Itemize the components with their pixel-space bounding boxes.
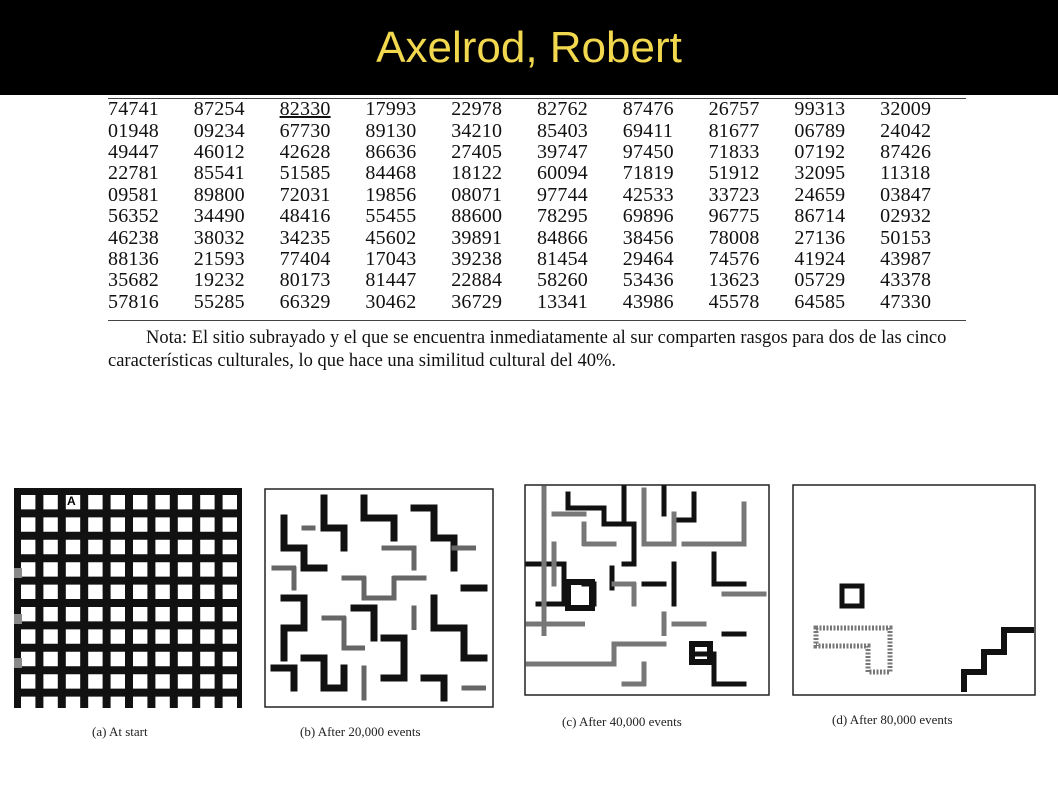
table-cell: 22884: [451, 269, 503, 292]
table-cell: 47330: [880, 290, 932, 313]
table-cell: 34210: [451, 119, 503, 142]
table-row: [108, 120, 966, 141]
table-cell: 24042: [880, 119, 932, 142]
table-cell: 38456: [622, 226, 674, 249]
table-cell: 89800: [193, 183, 245, 206]
table-cell: 05729: [794, 269, 846, 292]
table-cell: 45578: [708, 290, 760, 313]
table-cell: 21593: [193, 247, 245, 270]
table-cell: 39747: [536, 140, 588, 163]
table-cell: 55455: [365, 205, 417, 228]
table-cell: 03847: [880, 183, 932, 206]
table-cell: 97744: [536, 183, 588, 206]
underlined-site-cell: 82330: [279, 98, 331, 121]
table-cell: 22978: [451, 98, 503, 121]
table-cell: 56352: [108, 205, 159, 228]
figure-b-caption: (b) After 20,000 events: [300, 724, 421, 739]
table-cell: 81447: [365, 269, 417, 292]
table-cell: 67730: [279, 119, 331, 142]
table-cell: 96775: [708, 205, 760, 228]
table-cell: 69411: [622, 119, 674, 142]
table-row: [108, 270, 966, 291]
table-cell: 58260: [536, 269, 588, 292]
table-cell: 29464: [622, 247, 674, 270]
table-cell: 80173: [279, 269, 331, 292]
table-cell: 38032: [193, 226, 245, 249]
table-cell: 11318: [880, 162, 931, 185]
table-cell: 66329: [279, 290, 331, 313]
figure-c-caption: (c) After 40,000 events: [562, 714, 682, 729]
table-cell: 17043: [365, 247, 417, 270]
table-cell: 19232: [193, 269, 245, 292]
table-cell: 87254: [193, 98, 245, 121]
table-row: [108, 185, 966, 206]
slide-title: Axelrod, Robert: [376, 23, 682, 72]
table-cell: 17993: [365, 98, 417, 121]
table-cell: 32095: [794, 162, 846, 185]
table-bottom-rule: [108, 320, 966, 321]
table-cell: 88136: [108, 247, 159, 270]
table-row: [108, 249, 966, 270]
table-row: [108, 206, 966, 227]
table-cell: 30462: [365, 290, 417, 313]
table-cell: 45602: [365, 226, 417, 249]
table-cell: 32009: [880, 98, 932, 121]
table-cell: 22781: [108, 162, 159, 185]
figure-a-caption: (a) At start: [92, 724, 148, 739]
table-cell: 48416: [279, 205, 331, 228]
table-cell: 74576: [708, 247, 760, 270]
figure-a-marker: A: [67, 494, 76, 508]
table-cell: 09581: [108, 183, 159, 206]
number-table: [108, 98, 966, 313]
table-cell: 84866: [536, 226, 588, 249]
figure-d-grid: [792, 484, 1036, 696]
table-row: [108, 163, 966, 184]
table-cell: 89130: [365, 119, 417, 142]
table-cell: 87426: [880, 140, 932, 163]
table-cell: 97450: [622, 140, 674, 163]
table-cell: 49447: [108, 140, 159, 163]
table-cell: 51585: [279, 162, 331, 185]
table-cell: 82762: [536, 98, 588, 121]
table-cell: 18122: [451, 162, 503, 185]
table-cell: 09234: [193, 119, 245, 142]
table-cell: 77404: [279, 247, 331, 270]
table-cell: 71819: [622, 162, 674, 185]
table-cell: 34490: [193, 205, 245, 228]
table-cell: 39891: [451, 226, 503, 249]
table-cell: 42533: [622, 183, 674, 206]
figure-a-grid: [14, 488, 242, 708]
table-row: [108, 292, 966, 313]
table-cell: 46238: [108, 226, 159, 249]
table-cell: 85403: [536, 119, 588, 142]
table-cell: 35682: [108, 269, 159, 292]
table-cell: 26757: [708, 98, 760, 121]
table-cell: 84468: [365, 162, 417, 185]
table-cell: 34235: [279, 226, 331, 249]
table-cell: 06789: [794, 119, 846, 142]
table-row: [108, 227, 966, 248]
table-cell: 78008: [708, 226, 760, 249]
figure-b-grid: [264, 488, 494, 708]
table-cell: 01948: [108, 119, 159, 142]
table-cell: 33723: [708, 183, 760, 206]
table-cell: 36729: [451, 290, 503, 313]
table-cell: 99313: [794, 98, 846, 121]
table-cell: 64585: [794, 290, 846, 313]
table-cell: 13623: [708, 269, 760, 292]
table-cell: 69896: [622, 205, 674, 228]
figure-d-caption: (d) After 80,000 events: [832, 712, 953, 727]
table-cell: 71833: [708, 140, 760, 163]
table-row: [108, 99, 966, 120]
table-cell: 27136: [794, 226, 846, 249]
table-cell: 43378: [880, 269, 932, 292]
table-cell: 55285: [193, 290, 245, 313]
table-cell: 81677: [708, 119, 760, 142]
table-cell: 27405: [451, 140, 503, 163]
table-cell: 87476: [622, 98, 674, 121]
table-cell: 60094: [536, 162, 588, 185]
table-cell: 88600: [451, 205, 503, 228]
title-bar: [0, 0, 1058, 95]
table-cell: 42628: [279, 140, 331, 163]
table-row: [108, 142, 966, 163]
table-cell: 43987: [880, 247, 932, 270]
table-cell: 78295: [536, 205, 588, 228]
table-note: Nota: El sitio subrayado y el que se encuentra inmediatamente al sur comparten rasgos para dos de las cinco características culturales, lo que hace una similitud cultural del 40%.: [108, 328, 947, 371]
table-cell: 46012: [193, 140, 245, 163]
table-cell: 13341: [536, 290, 588, 313]
table-cell: 72031: [279, 183, 331, 206]
table-cell: 43986: [622, 290, 674, 313]
table-cell: 41924: [794, 247, 846, 270]
table-cell: 86714: [794, 205, 846, 228]
table-cell: 85541: [193, 162, 245, 185]
table-cell: 39238: [451, 247, 503, 270]
table-cell: 19856: [365, 183, 417, 206]
table-cell: 07192: [794, 140, 846, 163]
table-cell: 81454: [536, 247, 588, 270]
table-cell: 08071: [451, 183, 503, 206]
table-cell: 51912: [708, 162, 760, 185]
figure-c-grid: [524, 484, 770, 696]
table-cell: 53436: [622, 269, 674, 292]
table-cell: 57816: [108, 290, 159, 313]
table-cell: 24659: [794, 183, 846, 206]
table-cell: 50153: [880, 226, 932, 249]
table-cell: 74741: [108, 98, 159, 121]
table-cell: 02932: [880, 205, 932, 228]
table-cell: 86636: [365, 140, 417, 163]
